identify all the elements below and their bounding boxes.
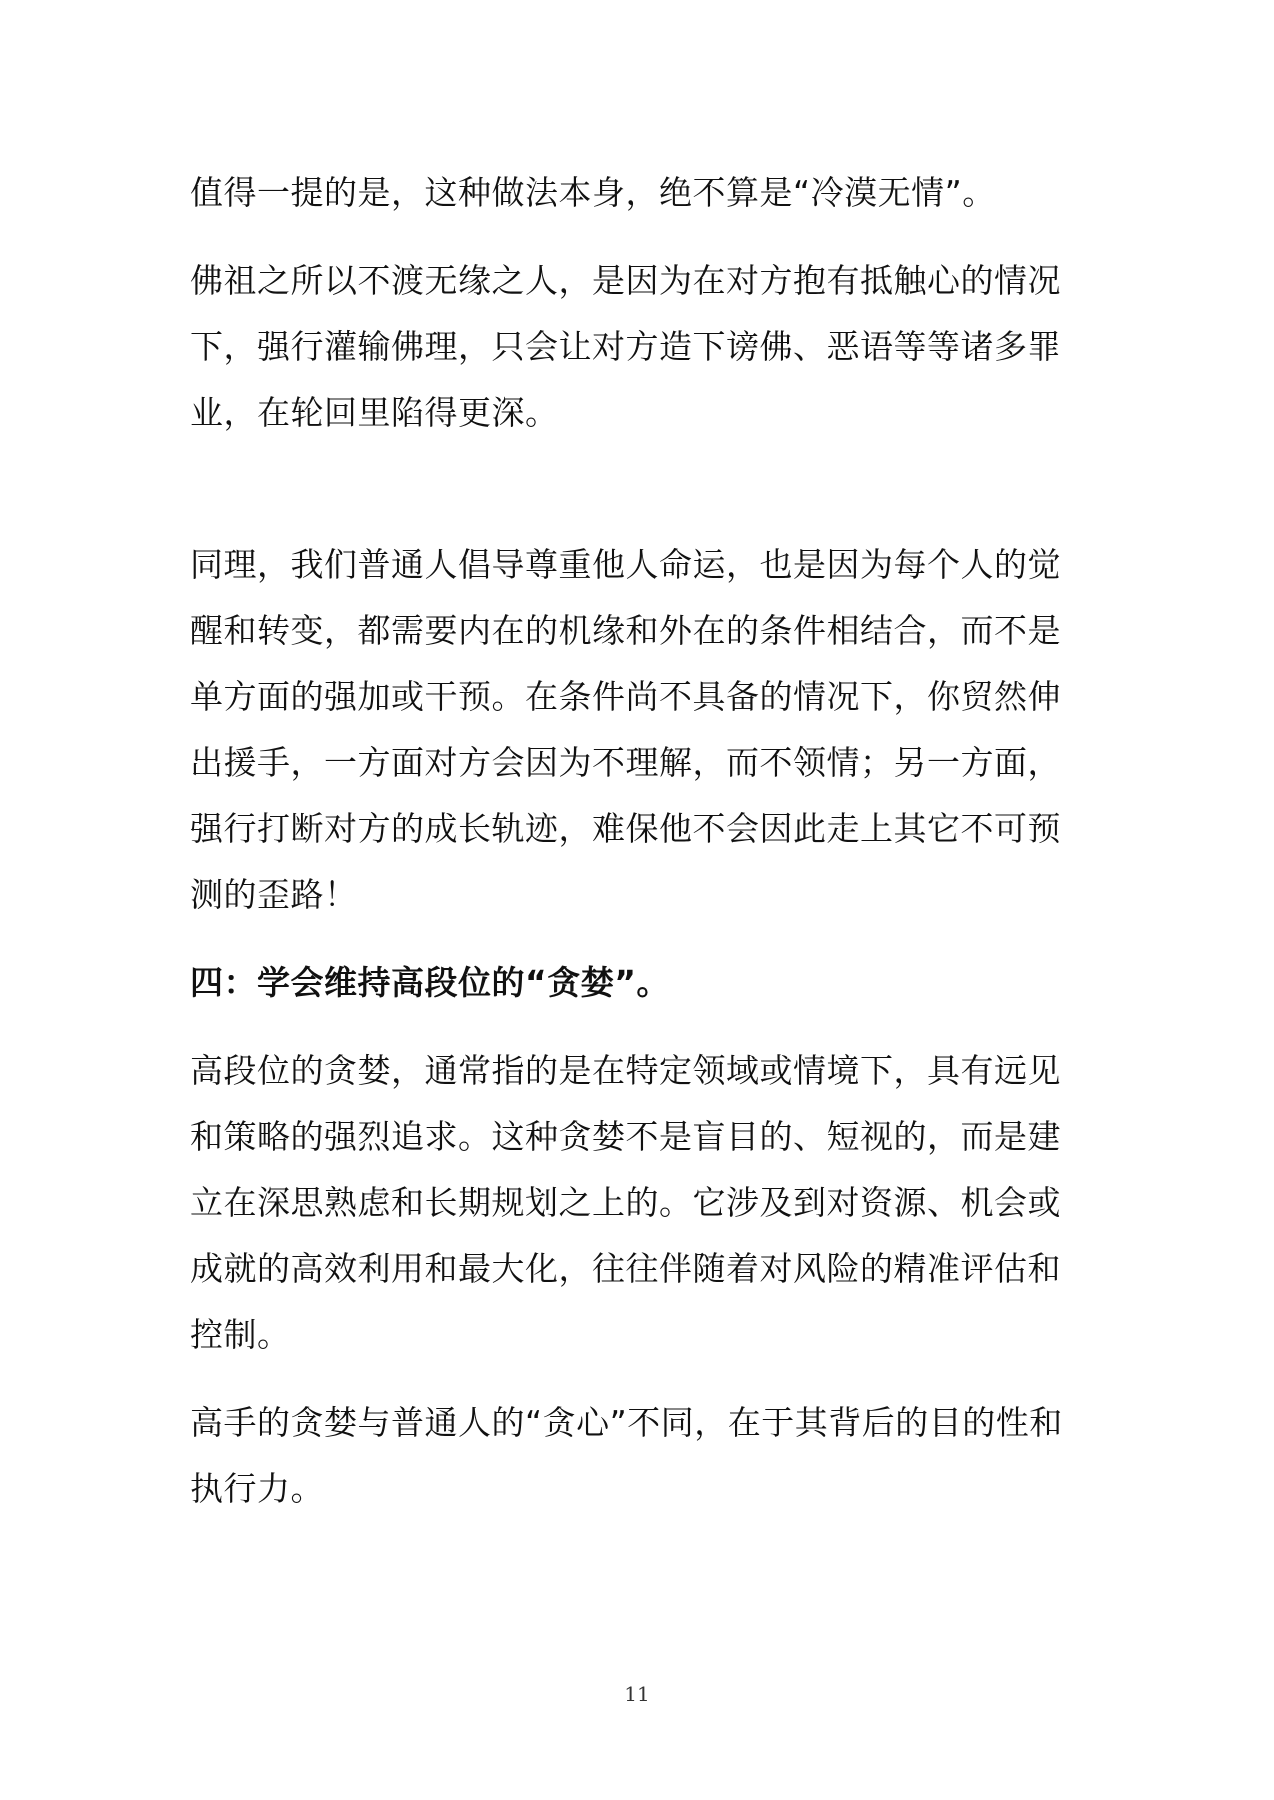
paragraph-3: 同理，我们普通人倡导尊重他人命运，也是因为每个人的觉醒和转变，都需要内在的机缘和外在的条件相结合，而不是单方面的强加或干预。在条件尚不具备的情况下，你贸然伸出援手，一方面对方会因为不理解，而不领情；另一方面，强行打断对方的成长轨迹，难保他不会因此走上其它不可预测的歪路！ <box>190 545 1061 914</box>
paragraph-1: 值得一提的是，这种做法本身，绝不算是“冷漠无情”。 <box>190 173 996 212</box>
paragraph-5: 高手的贪婪与普通人的“贪心”不同，在于其背后的目的性和执行力。 <box>190 1403 1063 1508</box>
page-content <box>190 160 1090 1522</box>
paragraph-4: 高段位的贪婪，通常指的是在特定领域或情境下，具有远见和策略的强烈追求。这种贪婪不是盲目的、短视的，而是建立在深思熟虑和长期规划之上的。它涉及到对资源、机会或成就的高效利用和最大化，往往伴随着对风险的精准评估和控制。 <box>190 1051 1061 1354</box>
section-heading: 四：学会维持高段位的“贪婪”。 <box>190 963 670 1002</box>
paragraph-2: 佛祖之所以不渡无缘之人，是因为在对方抱有抵触心的情况下，强行灌输佛理，只会让对方造下谤佛、恶语等等诸多罪业，在轮回里陷得更深。 <box>190 261 1061 432</box>
page-number: 11 <box>624 1682 650 1706</box>
